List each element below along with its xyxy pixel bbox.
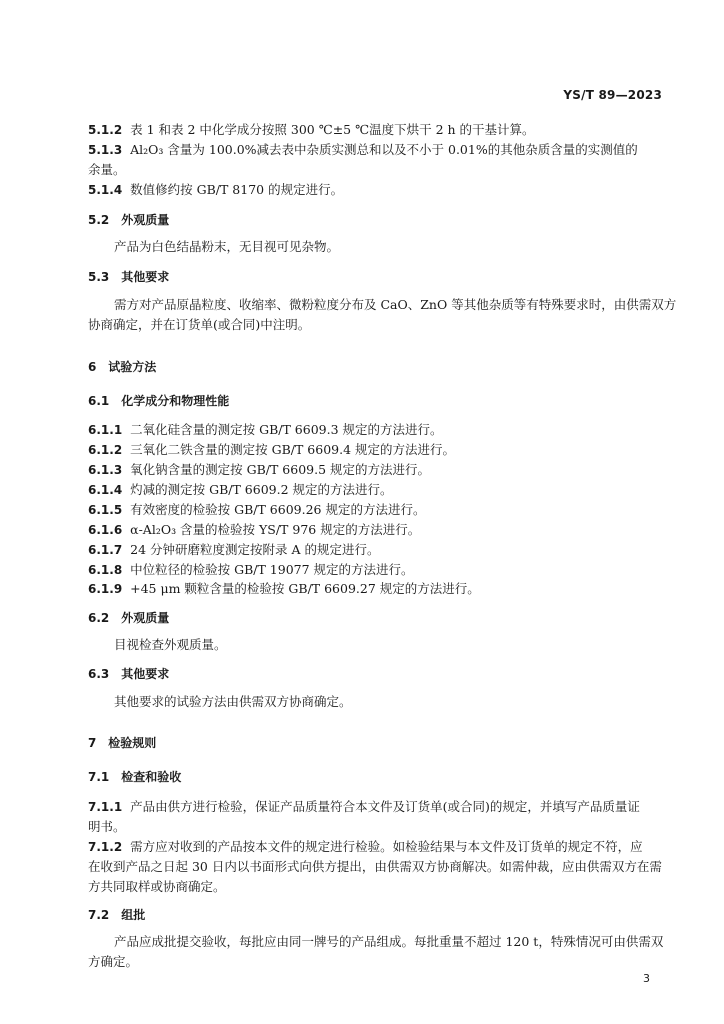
paragraph-line: 协商确定，并在订货单(或合同)中注明。	[88, 317, 311, 332]
clause-6-1-7	[88, 540, 662, 560]
clause-text: 数值修约按 GB/T 8170 的规定进行。	[130, 182, 344, 197]
clause-number: 5.1.3	[88, 143, 123, 157]
clause-text: 有效密度的检验按 GB/T 6609.26 规定的方法进行。	[130, 502, 426, 517]
section-title: 组批	[121, 908, 146, 922]
chapter-7-heading	[88, 733, 662, 753]
section-6-1-heading	[88, 391, 662, 411]
clause-number: 6.1.7	[88, 543, 123, 557]
paragraph-line: 其他要求的试验方法由供需双方协商确定。	[114, 694, 352, 709]
clause-number: 6.1.1	[88, 423, 123, 437]
section-title: 化学成分和物理性能	[121, 394, 230, 408]
clause-number: 6.1.3	[88, 463, 123, 477]
paragraph-line: 明书。	[88, 819, 126, 834]
clause-text: 表 1 和表 2 中化学成分按照 300 ℃±5 ℃温度下烘干 2 h 的干基计算。	[130, 122, 535, 137]
section-7-1-heading	[88, 767, 662, 787]
clause-number: 6.1.5	[88, 503, 123, 517]
section-title: 外观质量	[121, 213, 170, 227]
section-5-2-heading	[88, 210, 662, 230]
clause-6-1-5	[88, 500, 662, 520]
paragraph-line: 余量。	[88, 162, 126, 177]
section-number: 7.1	[88, 770, 110, 784]
clause-6-1-3	[88, 460, 662, 480]
section-number: 5.2	[88, 213, 110, 227]
section-5-3-heading	[88, 267, 662, 287]
clause-6-1-8	[88, 560, 662, 580]
chapter-number: 6	[88, 360, 97, 374]
clause-text: 中位粒径的检验按 GB/T 19077 规定的方法进行。	[130, 562, 414, 577]
page-number: 3	[643, 972, 650, 985]
section-title: 其他要求	[121, 667, 170, 681]
section-number: 6.3	[88, 667, 110, 681]
clause-6-1-1	[88, 420, 662, 440]
clause-number: 7.1.1	[88, 800, 123, 814]
clause-text: 灼减的测定按 GB/T 6609.2 规定的方法进行。	[130, 482, 393, 497]
clause-text: Al₂O₃ 含量为 100.0%减去表中杂质实测总和以及不小于 0.01%的其他杂质含量的实测值的	[130, 142, 638, 157]
section-number: 7.2	[88, 908, 110, 922]
clause-6-1-9	[88, 579, 662, 599]
section-number: 6.1	[88, 394, 110, 408]
section-title: 其他要求	[121, 270, 170, 284]
clause-7-1-2	[88, 837, 662, 857]
section-6-3-heading	[88, 664, 662, 684]
clause-text: 产品由供方进行检验，保证产品质量符合本文件及订货单(或合同)的规定，并填写产品质量证	[130, 799, 640, 814]
paragraph-line: 需方对产品原晶粒度、收缩率、微粉粒度分布及 CaO、ZnO 等其他杂质等有特殊要求时，由供需双方	[114, 297, 677, 312]
clause-6-1-6	[88, 520, 662, 540]
section-title: 外观质量	[121, 611, 170, 625]
paragraph-line: 方确定。	[88, 954, 139, 969]
clause-number: 5.1.4	[88, 183, 123, 197]
paragraph-line: 在收到产品之日起 30 日内以书面形式向供方提出，由供需双方协商解决。如需仲裁，应由供需双方在需	[88, 859, 662, 874]
clause-text: α-Al₂O₃ 含量的检验按 YS/T 976 规定的方法进行。	[130, 522, 421, 537]
section-7-2-heading	[88, 905, 662, 925]
paragraph-line: 产品应成批提交验收，每批应由同一牌号的产品组成。每批重量不超过 120 t，特殊情况可由供需双	[114, 934, 664, 949]
clause-number: 6.1.8	[88, 563, 123, 577]
clause-7-1-1	[88, 797, 662, 817]
clause-text: 24 分钟研磨粒度测定按附录 A 的规定进行。	[130, 542, 380, 557]
section-number: 6.2	[88, 611, 110, 625]
clause-text: 三氧化二铁含量的测定按 GB/T 6609.4 规定的方法进行。	[130, 442, 456, 457]
clause-number: 6.1.9	[88, 582, 123, 596]
clause-number: 7.1.2	[88, 840, 123, 854]
chapter-6-heading	[88, 357, 662, 377]
clause-number: 5.1.2	[88, 123, 123, 137]
section-number: 5.3	[88, 270, 110, 284]
clause-number: 6.1.6	[88, 523, 123, 537]
paragraph-line: 目视检查外观质量。	[114, 637, 227, 652]
paragraph-line: 产品为白色结晶粉末，无目视可见杂物。	[114, 239, 340, 254]
clause-5-1-2	[88, 120, 662, 140]
chapter-number: 7	[88, 736, 97, 750]
chapter-title: 检验规则	[108, 736, 157, 750]
clause-6-1-4	[88, 480, 662, 500]
section-title: 检查和验收	[121, 770, 182, 784]
clause-5-1-3	[88, 140, 662, 160]
paragraph-line: 方共同取样或协商确定。	[88, 879, 226, 894]
clause-text: +45 μm 颗粒含量的检验按 GB/T 6609.27 规定的方法进行。	[130, 581, 480, 596]
clause-text: 氧化钠含量的测定按 GB/T 6609.5 规定的方法进行。	[130, 462, 431, 477]
clause-number: 6.1.4	[88, 483, 123, 497]
clause-5-1-4	[88, 180, 662, 200]
clause-text: 二氧化硅含量的测定按 GB/T 6609.3 规定的方法进行。	[130, 422, 443, 437]
standard-number-header: YS/T 89—2023	[563, 88, 662, 102]
clause-text: 需方应对收到的产品按本文件的规定进行检验。如检验结果与本文件及订货单的规定不符，应	[130, 839, 643, 854]
chapter-title: 试验方法	[108, 360, 157, 374]
clause-6-1-2	[88, 440, 662, 460]
clause-number: 6.1.2	[88, 443, 123, 457]
section-6-2-heading	[88, 608, 662, 628]
